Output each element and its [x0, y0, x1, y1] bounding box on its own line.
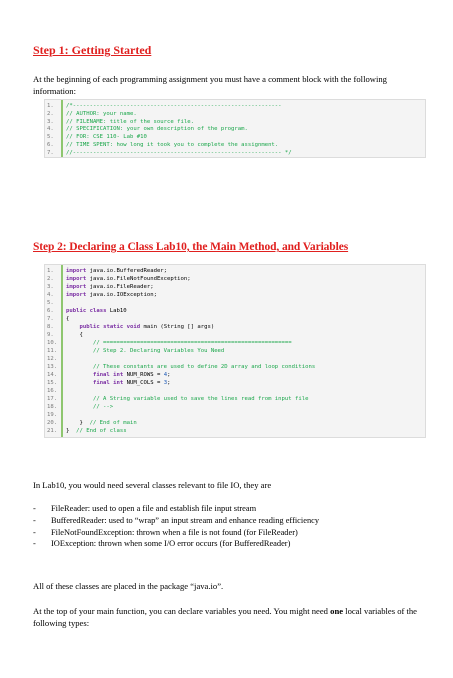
io-class-item — [33, 515, 320, 526]
line-number: 1. — [47, 268, 54, 274]
line-number: 12. — [47, 356, 58, 362]
code-text: // SPECIFICATION: your own description of the program. — [66, 126, 248, 133]
code-line — [45, 355, 66, 363]
code-text: final int NUM_ROWS = 4; — [92, 372, 171, 378]
code-line — [45, 267, 167, 275]
code-text — [61, 300, 66, 306]
code-line — [45, 275, 191, 283]
code-line — [45, 323, 214, 331]
line-number: 7. — [47, 149, 54, 156]
step1-heading: Step 1: Getting Started — [33, 43, 152, 57]
line-number: 18. — [47, 404, 58, 410]
code-text: // These constants are used to define 2D array and loop conditions — [92, 364, 316, 370]
variables-text-end: local variables of the following types: — [33, 606, 418, 628]
code-line — [45, 339, 292, 347]
io-class-description: FileReader: used to open a file and establish file input stream — [51, 504, 257, 513]
code-line — [45, 363, 315, 371]
line-number: 3. — [47, 284, 54, 290]
code-line — [45, 315, 69, 323]
code-line — [45, 347, 224, 355]
io-class-description: FileNotFoundException: thrown when a file is not found (for FileReader) — [51, 527, 298, 537]
bullet-dash: - — [33, 527, 36, 537]
code-line — [45, 379, 170, 387]
bullet-dash: - — [33, 504, 36, 513]
step1-intro: At the beginning of each programming assignment you must have a comment block with the following information: — [33, 74, 387, 96]
line-number: 19. — [47, 412, 58, 418]
line-number: 15. — [47, 380, 58, 386]
code-line — [45, 307, 127, 315]
code-line — [45, 283, 154, 291]
line-number: 11. — [47, 348, 58, 354]
line-number: 4. — [47, 292, 54, 298]
line-number: 17. — [47, 396, 58, 402]
variables-paragraph — [33, 605, 428, 629]
code-text — [61, 356, 66, 362]
code-line — [45, 395, 309, 403]
code-text: // FOR: CSE 110- Lab #10 — [66, 134, 147, 141]
header-comment-code-block — [44, 99, 426, 158]
io-class-item — [33, 503, 257, 514]
line-number: 20. — [47, 420, 58, 426]
code-text: { — [66, 316, 70, 322]
code-line — [45, 102, 282, 110]
variables-text-start: At the top of your main function, you can declare variables you need. You might need — [33, 606, 331, 616]
line-number: 5. — [47, 300, 54, 306]
code-text: import java.io.FileReader; — [66, 284, 154, 290]
code-text: // ======================================================== — [92, 340, 292, 346]
code-line — [45, 419, 137, 427]
line-number: 21. — [47, 428, 58, 434]
line-number: 3. — [47, 118, 54, 125]
line-number: 16. — [47, 388, 58, 394]
line-number: 6. — [47, 308, 54, 314]
code-text: // Step 2. Declaring Variables You Need — [92, 348, 225, 354]
code-text: import java.io.IOException; — [66, 292, 157, 298]
line-number: 4. — [47, 126, 54, 133]
line-number: 9. — [47, 332, 54, 338]
line-number: 7. — [47, 316, 54, 322]
code-text: } // End of class — [66, 428, 127, 434]
java-io-package-note: All of these classes are placed in the package “java.io”. — [33, 581, 224, 591]
line-number: 1. — [47, 103, 54, 109]
code-text: // AUTHOR: your name. — [66, 110, 137, 117]
code-text: public class Lab10 — [66, 308, 127, 314]
code-line — [45, 427, 127, 435]
code-line — [45, 371, 170, 379]
step2-heading: Step 2: Declaring a Class Lab10, the Main Method, and Variables — [33, 241, 349, 253]
line-number: 13. — [47, 364, 58, 370]
code-text: { — [66, 332, 83, 338]
io-class-description: BufferedReader: used to “wrap” an input stream and enhance reading efficiency — [51, 515, 320, 525]
code-text: // --> — [92, 404, 114, 410]
io-class-item — [33, 527, 298, 538]
code-line — [45, 133, 147, 141]
code-text: // A String variable used to save the lines read from input file — [92, 396, 309, 402]
code-text: //-------------------------------------------------------------- */ — [66, 149, 292, 156]
code-line — [45, 403, 113, 411]
code-text — [61, 388, 66, 394]
bullet-dash: - — [33, 539, 36, 549]
code-line — [45, 149, 292, 157]
code-line — [45, 118, 194, 126]
line-number: 2. — [47, 276, 54, 282]
code-line — [45, 125, 248, 133]
line-number: 10. — [47, 340, 58, 346]
code-line — [45, 299, 66, 307]
code-text: } // End of main — [66, 420, 137, 426]
code-line — [45, 387, 66, 395]
code-text: public static void main (String [] args) — [79, 324, 215, 330]
line-number: 5. — [47, 134, 54, 141]
code-line — [45, 331, 83, 339]
variables-count: one — [330, 606, 344, 616]
code-text: // TIME SPENT: how long it took you to complete the assignment. — [66, 142, 279, 148]
file-io-intro: In Lab10, you would need several classes relevant to file IO, they are — [33, 480, 272, 490]
code-line — [45, 291, 157, 299]
line-number: 14. — [47, 372, 58, 378]
io-class-description: IOException: thrown when some I/O error occurs (for BufferedReader) — [51, 539, 291, 549]
bullet-dash: - — [33, 515, 36, 525]
code-line — [45, 141, 278, 149]
code-text: final int NUM_COLS = 3; — [92, 380, 171, 386]
line-number: 8. — [47, 324, 54, 330]
code-text — [61, 412, 66, 418]
line-number: 2. — [47, 110, 54, 117]
lab10-code-block — [44, 264, 426, 438]
code-line — [45, 110, 137, 118]
code-text: /*-------------------------------------------------------------- — [66, 103, 282, 109]
code-text: import java.io.BufferedReader; — [66, 268, 168, 274]
code-text: // FILENAME: title of the source file. — [66, 118, 194, 125]
code-line — [45, 411, 66, 419]
io-class-item — [33, 538, 291, 549]
line-number: 6. — [47, 142, 54, 148]
code-text: import java.io.FileNotFoundException; — [66, 276, 191, 282]
